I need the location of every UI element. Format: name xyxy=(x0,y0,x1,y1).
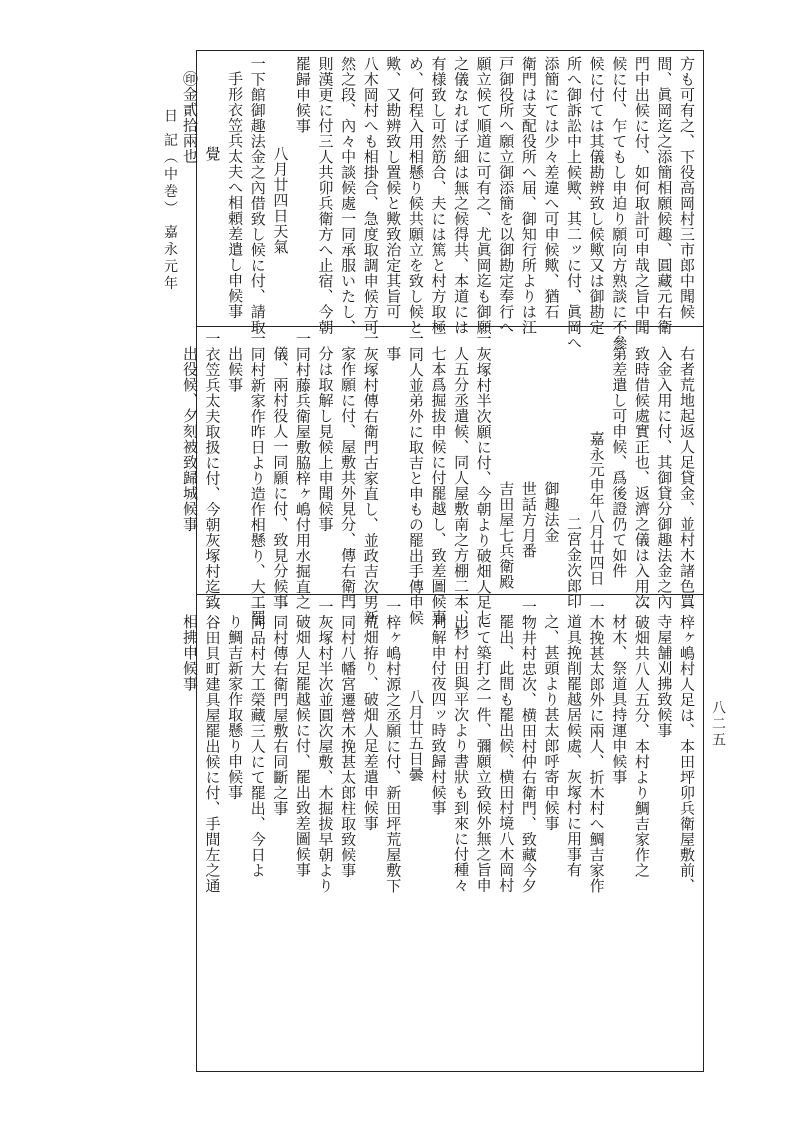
top-tier-column: 則漢更に付三人共卯兵衛方へ止宿、今朝 xyxy=(316,56,335,335)
top-tier-column: ㊞金貳拾兩也 xyxy=(180,71,199,164)
bottom-tier-column: 之、甚頭より甚太郎呼寄申候事 xyxy=(542,614,561,831)
middle-tier-column: 右者荒地起返人足貸金、並村木諸色買 xyxy=(678,346,696,610)
bottom-tier-column: 罷出、此間も罷出候、横田村境八木岡村 xyxy=(497,614,516,893)
bottom-tier-column: 破畑人足罷越候に付、罷出致差圖候事 xyxy=(293,614,312,878)
top-tier-column: 間、眞岡迄之添簡相願候趣、圓藏元右衛 xyxy=(655,56,674,335)
top-tier xyxy=(180,56,698,351)
top-tier-column: 歟、又勘辨致し置候と歟致治定其旨可 xyxy=(384,56,403,320)
top-tier-column: 手形衣笠兵太夫へ相頼差遣し申候事 xyxy=(226,71,245,319)
middle-tier-column: 一同村新家作昨日より造作相懸り、大工罷 xyxy=(248,331,267,626)
bottom-tier-column: 一同村傳右衛門屋敷右同斷之事 xyxy=(271,599,290,816)
bottom-tier-column: 一同村八幡宮遷營木挽甚太郎柱取致候事 xyxy=(339,599,358,878)
top-tier-column: 衛門は支配役所へ届、御知行所よりは江 xyxy=(519,56,538,335)
bottom-tier-column: 一梓ヶ嶋村人足は、本田坪卯兵衛屋敷前、 xyxy=(678,599,696,894)
middle-tier-column: 二宮金次郎印 xyxy=(565,516,584,609)
top-tier-column: 願立候て順道に可有之、尤眞岡迄も御願 xyxy=(474,56,493,335)
middle-tier-column: 一灰塚村半次願に付、今朝より破畑人足七 xyxy=(474,331,493,626)
middle-tier xyxy=(180,331,698,641)
middle-tier-column: 御趣法金 xyxy=(542,481,561,543)
bottom-tier-column: 一同品村大工榮藏三人にて罷出、今日よ xyxy=(248,599,267,878)
bottom-tier-column: り鯛吉新家作取懸り申候事 xyxy=(226,614,245,800)
top-tier-column: 然之段、內々中談候處一同承服いたし、 xyxy=(339,56,358,335)
bottom-tier-column: 一物井村忠次、横田村仲右衛門、致藏今夕 xyxy=(519,599,538,894)
top-tier-column: 覺 xyxy=(203,146,222,162)
bottom-tier-column: 一破畑共八人五分、本村より鯛吉家作之 xyxy=(632,599,651,878)
bottom-tier-column: 出、村田與平次より書狀も到來に付種々 xyxy=(452,614,471,893)
middle-tier-column: 一同村藤兵衛屋敷脇梓ヶ嶋付用水掘直之 xyxy=(293,331,312,610)
bottom-tier-column: 材木、祭道具持運申候事 xyxy=(610,614,629,785)
top-tier-column: 之儀なれば子細は無之候得共、本道には xyxy=(452,56,471,335)
top-tier-column: 方も可有之、下役高岡村三市郎中聞候 xyxy=(678,56,696,320)
page-number: 八二五 xyxy=(710,700,726,748)
bottom-tier-column: 一谷田貝町建具屋罷出候に付、手間左之通 xyxy=(203,599,222,894)
middle-tier-column: 七本爲掘拔申候に付罷越し、致差圖候事 xyxy=(429,346,448,625)
top-tier-column: 八木岡村へも相掛合、急度取調申候方可 xyxy=(361,56,380,335)
bottom-tier-column: にて築打之一件、彌願立致候外無之旨申 xyxy=(474,614,493,893)
middle-tier-column: 出役候、夕刻被致歸城候事 xyxy=(180,346,199,532)
middle-tier-column: 嘉永元申年八月廿四日 xyxy=(587,431,606,586)
bottom-tier-column: 八月廿五日曇 xyxy=(406,689,425,782)
top-tier-column: 候に付ては其儀勘辨致し候歟又は御勘定 xyxy=(587,56,606,335)
top-tier-column: 八月廿四日天氣 xyxy=(271,146,290,255)
middle-tier-column: 吉田屋七兵衛殿 xyxy=(497,481,516,590)
top-tier-column: 候に付、乍てもし申迫り願向方熟談に不參 xyxy=(610,56,629,351)
bottom-tier-column: 相拂申候事 xyxy=(180,614,199,692)
bottom-tier xyxy=(180,599,698,894)
top-tier-column: 有様致し可然筋合、夫には篤と村方取極 xyxy=(429,56,448,335)
top-tier-column: 所へ御訴訟中上候歟、其二ッに付、眞岡へ xyxy=(565,56,584,351)
top-tier-column: 一下館御趣法金之內借致し候に付、請取 xyxy=(248,56,267,335)
middle-tier-column: 致時借候處實正也、返濟之儀は入用次 xyxy=(632,346,651,610)
running-title: 日 記（中巻） 嘉永元年 xyxy=(162,108,178,293)
bottom-tier-column: 荒畑拵り、破畑人足差遣申候事 xyxy=(361,614,380,831)
middle-tier-column: 家作願に付、屋敷共外見分、傳右衛門 xyxy=(339,346,358,610)
bottom-tier-column: 一梓ヶ嶋村源之丞願に付、新田坪荒屋敷下 xyxy=(384,599,403,894)
top-tier-column: 添簡にては少々差違へ可申候歟、猶石 xyxy=(542,56,561,320)
middle-tier-column: 一同人並弟外に取吉と申もの罷出手傳申候 xyxy=(406,331,425,626)
bottom-tier-column: 利解申付夜四ッ時致歸村候事 xyxy=(429,614,448,816)
middle-tier-column: 世話方月番 xyxy=(519,481,538,559)
bottom-tier-column: 一木挽甚太郎外に兩人、折木村へ鯛吉家作 xyxy=(587,599,606,894)
middle-tier-column: 第差遣し可申候、爲後證仍て如件 xyxy=(610,346,629,579)
middle-tier-column: 分は取解し見候上申聞候事 xyxy=(316,346,335,532)
bottom-tier-column: 寺屋舗刈拂致候事 xyxy=(655,614,674,738)
middle-tier-column: 事 xyxy=(384,346,403,362)
top-tier-column: 戸御役所へ願立御添簡を以御勘定奉行へ xyxy=(497,56,516,335)
top-tier-column: 罷歸申候事 xyxy=(293,56,312,134)
middle-tier-column: 一灰塚村傳右衛門古家直し、並政吉次男新 xyxy=(361,331,380,626)
bottom-tier-column: 一灰塚村半次並圓次屋敷、木掘拔早朝より xyxy=(316,599,335,894)
middle-tier-column: 儀、兩村役人一同願に付、致見分候事 xyxy=(271,346,290,610)
middle-tier-column: 出候事 xyxy=(226,346,245,393)
middle-tier-column: 人五分丞遣候、同人屋敷南之方棚二本、杉 xyxy=(452,346,471,641)
middle-tier-column: 入金入用に付、其御貸分御趣法金之內 xyxy=(655,346,674,610)
middle-tier-column: 一衣笠兵太夫取扱に付、今朝灰塚村迄致 xyxy=(203,331,222,610)
bottom-tier-column: 道具挽削罷越居候處、灰塚村に用事有 xyxy=(565,614,584,878)
top-tier-column: め、何程入用相懸り候共願立を致し候と xyxy=(406,56,425,335)
top-tier-column: 門中出候に付、如何取計可申哉之旨中聞 xyxy=(632,56,651,335)
